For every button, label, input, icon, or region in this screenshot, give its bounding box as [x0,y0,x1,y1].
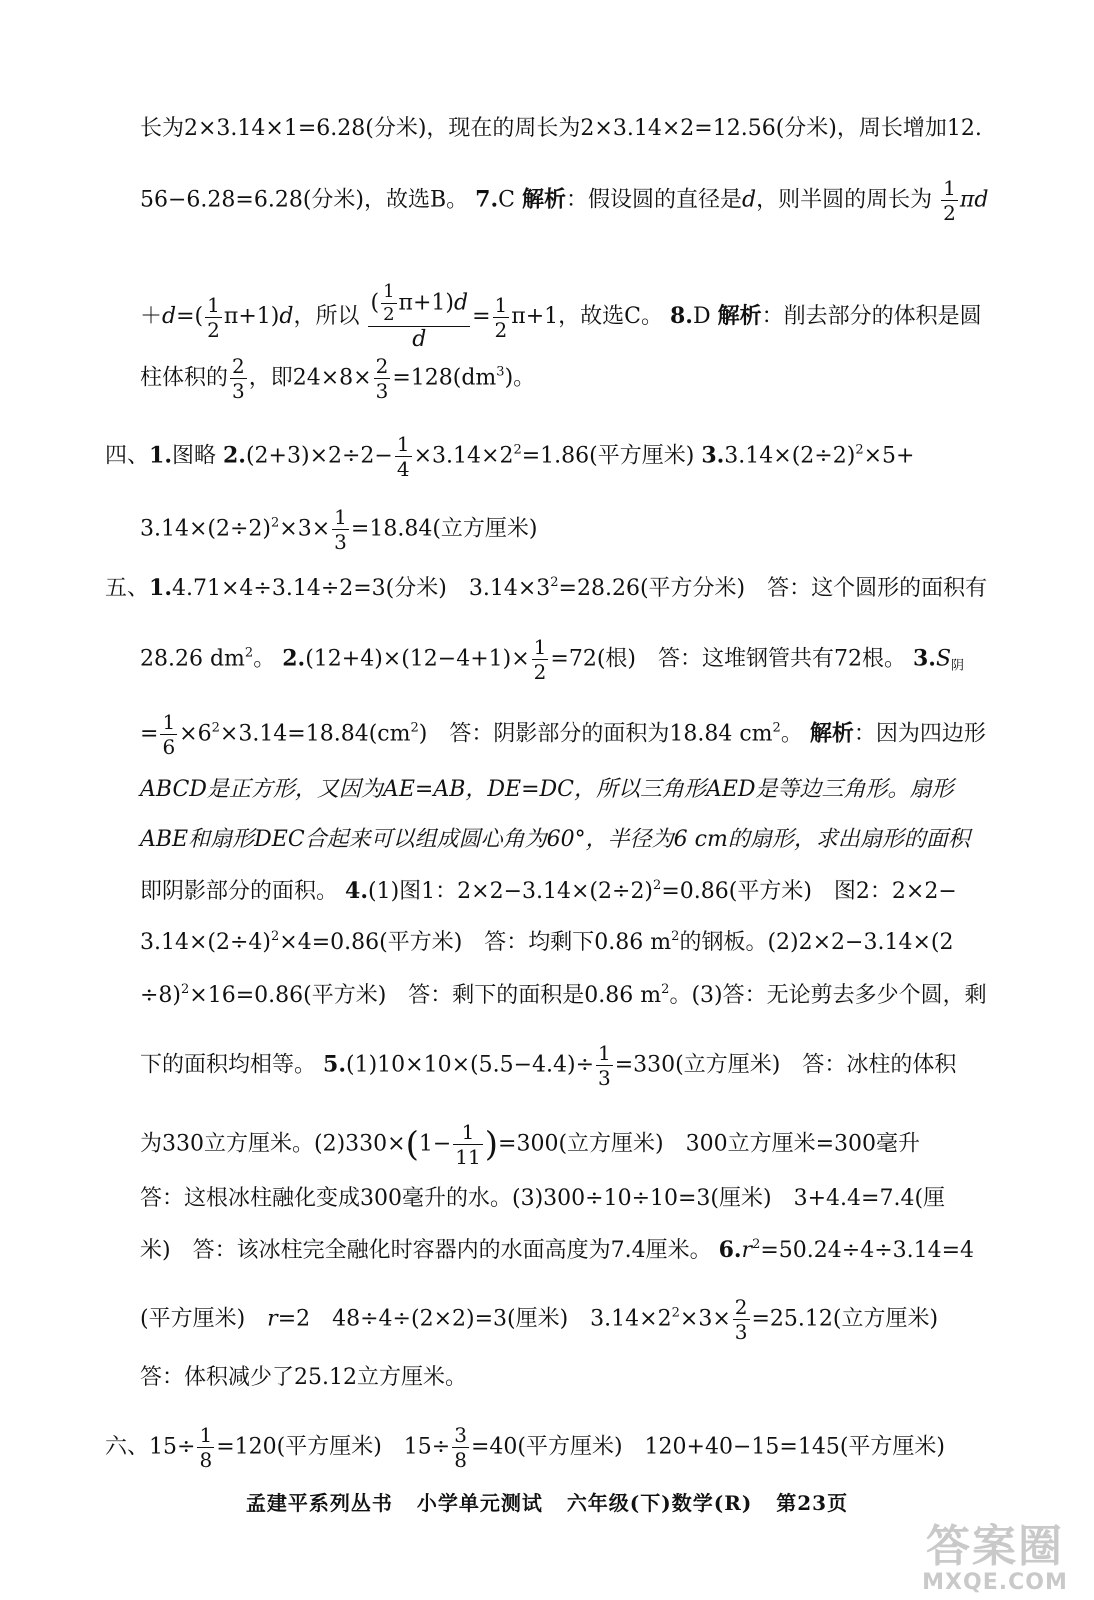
fraction: $\frac{1}{4}$ [396,432,410,481]
text-line: ＋d=( $\frac{1}{2}$ π+1)d，所以 ( $\frac{1}{2}$ π+1)d d = $\frac{1}{2}$ π+1，故选C。 8.D 解析：削去部分的体积是圆 [140,281,982,352]
page-number: 第23页 [776,1491,849,1515]
text-line: 28.26 $dm^2$。 2.(12+4)×(12−4+1)× $\frac{1}{2}$ =72(根) 答：这堆钢管共有72根。 $3.S_阴$ [140,635,965,684]
fraction: $\frac{1}{2}$ [207,292,220,342]
fraction: $\frac{2}{3}$ [734,1295,748,1344]
fraction: $\frac{2}{3}$ [232,354,245,403]
text-line: $3.14\times(2\div 2)^2\times 3\times$ $\frac{1}{3}$ =18.84(立方厘米) [140,505,538,554]
text-line: = $\frac{1}{6}$ $\times 6^2\times 3.14=18.84(cm^2)$ 答：阴影部分的面积为18.84 $cm^2$。 解析：因为四边形 [140,710,986,759]
fraction: $\frac{1}{2}$ [533,635,547,684]
grade-subject: 六年级(下)数学(R) [566,1491,753,1515]
text-line: ABCD是正方形，又因为AE=AB，DE=DC，所以三角形AED是等边三角形。扇形 [140,777,954,802]
series-name: 孟建平系列丛书 [245,1491,393,1515]
watermark-logo: 答案圈 MXQE.COM [922,1521,1068,1595]
question-number: 8. [670,303,693,329]
text-line: 米) 答：该冰柱完全融化时容器内的水面高度为7.4厘米。 $6.r^2=50.24\div 4\div 3.14=4$ [140,1237,975,1263]
fraction: $\frac{3}{8}$ [454,1423,467,1472]
text-line: 答：这根冰柱融化变成300毫升的水。(3)300÷10÷10=3(厘米) 3+4.4=7.4(厘 [140,1186,946,1211]
analysis-label: 解析 [521,186,566,213]
section-6-line: 六、15÷ $\frac{1}{8}$ =120(平方厘米) 15÷ $\frac{3}{8}$ =40(平方厘米) 120+40−15=145(平方厘米) [105,1423,945,1472]
section-number: 四、 [105,443,150,469]
fraction: $\frac{1}{6}$ [162,710,176,759]
section-number: 六、 [105,1434,150,1460]
text-line: 下的面积均相等。 5.(1)10×10×(5.5−4.4)÷ $\frac{1}{3}$ =330(立方厘米) 答：冰柱的体积 [140,1041,957,1090]
text-line: 柱体积的 $\frac{2}{3}$ ，即24×8× $\frac{2}{3}$ $=128(dm^3)$。 [140,354,536,403]
section-4-line: 四、1.图略 2.(2+3)×2÷2− $\frac{1}{4}$ $\times 3.14\times 2^2=1.86$(平方厘米) $3.3.14\times(2\div 2)^2\times 5+$ [105,432,915,481]
fraction: $\frac{1}{3}$ [598,1041,611,1090]
text-line: ABE和扇形DEC合起来可以组成圆心角为60°，半径为6 cm的扇形，求出扇形的面积 [140,827,970,852]
book-title: 小学单元测试 [416,1491,543,1515]
analysis-label: 解析 [809,720,854,747]
text-line: 长为2×3.14×1=6.28(分米)，现在的周长为2×3.14×2=12.56(分米)，周长增加12. [140,116,982,141]
question-number: 7. [475,186,499,213]
text-line: (平方厘米) r=2 48÷4÷(2×2)=3(厘米) $3.14\times 2^2\times 3\times$ $\frac{2}{3}$ =25.12(立方厘米) [140,1295,939,1344]
fraction: $\frac{1}{8}$ [199,1423,213,1472]
fraction: $\frac{1}{2}$ [494,292,508,342]
section-number: 五、 [105,576,150,601]
text-line: 为330立方厘米。(2)330×(1− $\frac{1}{11}$ )=300(立方厘米) 300立方厘米=300毫升 [140,1120,921,1169]
fraction: $\frac{2}{3}$ [375,354,389,403]
text-line: 答：体积减少了25.12立方厘米。 [140,1365,467,1390]
fraction: $\frac{1}{3}$ [334,505,347,554]
fraction: $\frac{1}{11}$ [455,1120,481,1169]
text-line: $3.14\times(2\div 4)^2\times 4=0.86$(平方米) 答：均剩下0.86 $m^2$的钢板。(2)2×2−3.14×(2 [140,929,954,955]
compound-fraction: ( $\frac{1}{2}$ π+1)d d [370,281,469,352]
text-line: 56−6.28=6.28(分米)，故选B。 7.C 解析：假设圆的直径是d，则半圆的周长为 $\frac{1}{2}$ πd [140,176,989,225]
fraction: $\frac{1}{2}$ [943,176,956,225]
text-line: ÷8)$^2$×16=0.86(平方米) 答：剩下的面积是0.86 $m^2$。(3)答：无论剪去多少个圆，剩 [140,982,987,1008]
analysis-label: 解析 [717,303,762,329]
text-line: 即阴影部分的面积。 4.(1)图1：$2\times 2-3.14\times(2\div 2)^2=0.86$(平方米) 图2：2×2− [140,878,957,904]
section-5-line: 五、1.4.71×4÷3.14÷2=3(分米) $3.14\times 3^2=28.26$(平方分米) 答：这个圆形的面积有 [105,575,988,601]
